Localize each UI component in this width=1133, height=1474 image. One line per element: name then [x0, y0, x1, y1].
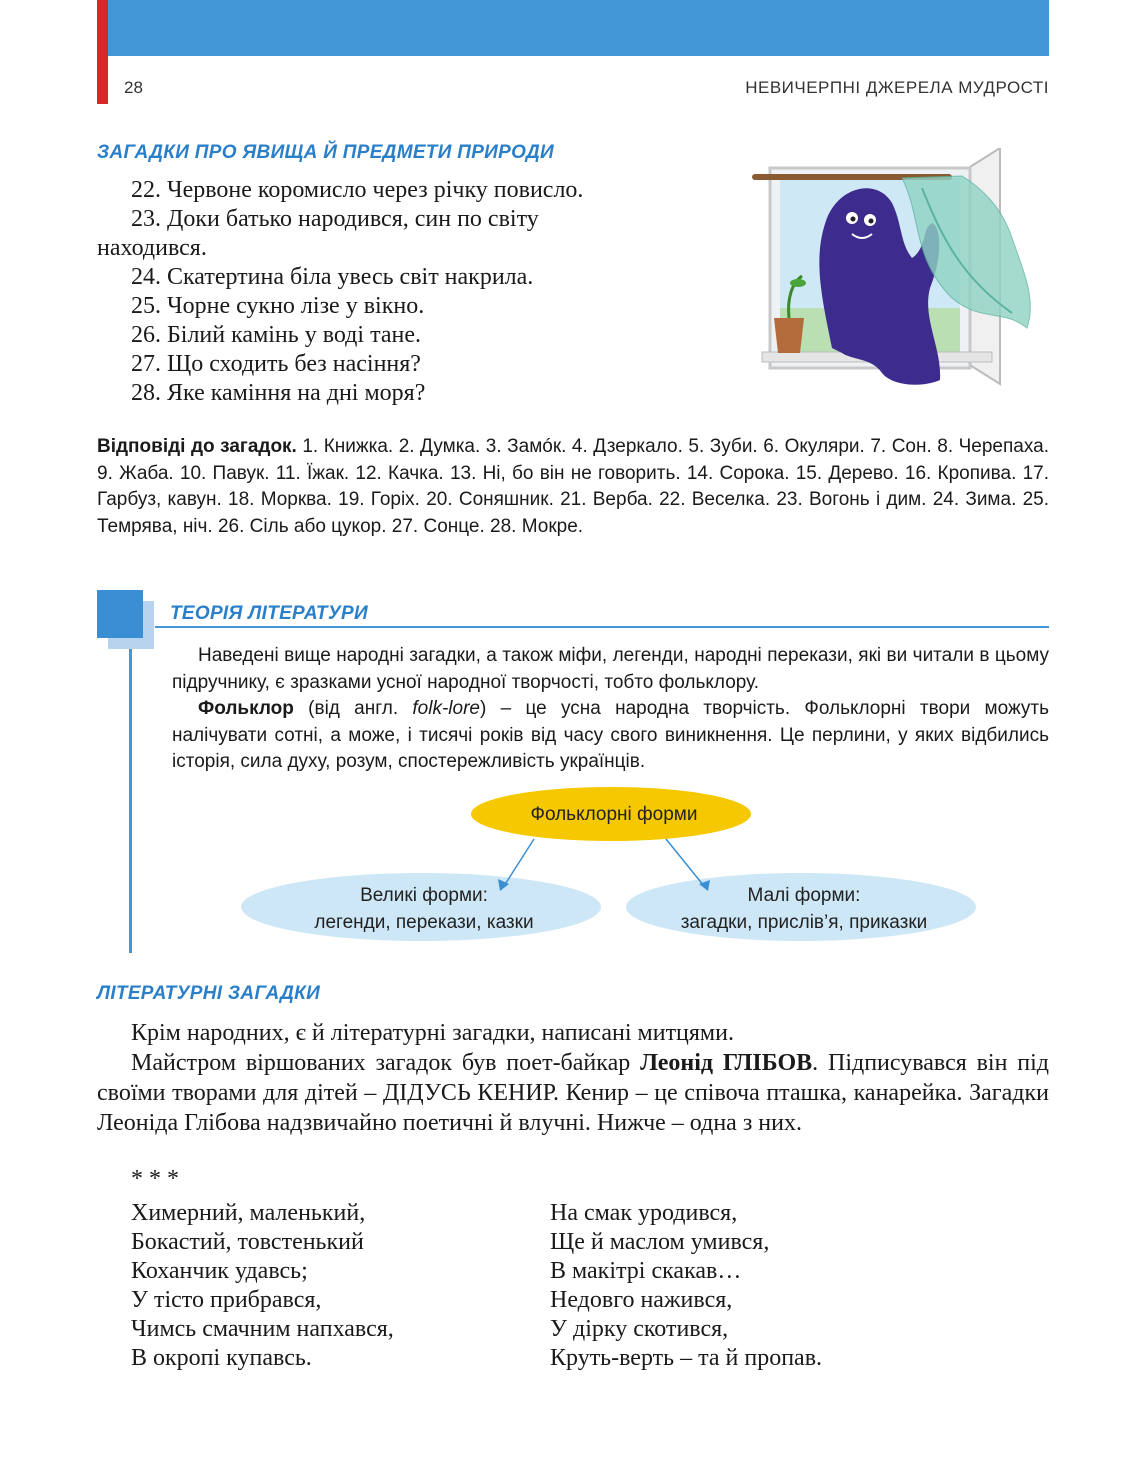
poem-line: В макітрі скакав… — [550, 1258, 742, 1284]
theory-p2-part-a: (від англ. — [293, 698, 413, 719]
root-label: Фольклорні форми — [530, 804, 698, 825]
riddle-22: 22. Червоне коромисло через річку повисло. — [131, 177, 584, 203]
theory-side-rule — [129, 649, 132, 953]
poem-line: Чимсь смачним напхався, — [131, 1316, 394, 1342]
poem-line: На смак уродився, — [550, 1200, 738, 1226]
literary-paragraph-2 — [97, 1048, 1049, 1138]
riddle-25: 25. Чорне сукно лізе у вікно. — [131, 293, 425, 319]
theory-underline — [155, 626, 1049, 628]
poem-left-column — [131, 1199, 394, 1373]
literary-paragraph-1: Крім народних, є й літературні загадки, написані митцями. — [131, 1020, 734, 1046]
riddle-24: 24. Скатертина біла увесь світ накрила. — [131, 264, 534, 290]
arrow-right — [666, 839, 704, 886]
poem-line: У дірку скотився, — [550, 1316, 729, 1342]
red-edge-marker — [97, 0, 108, 104]
lit-p2-part-a: Майстром віршованих загадок був поет-байкар — [131, 1050, 641, 1076]
poem-line: У тісто прибрався, — [131, 1287, 322, 1313]
page-number: 28 — [124, 78, 143, 97]
folklore-forms-diagram — [236, 783, 981, 953]
term-folklore: Фольклор — [198, 698, 294, 719]
window-creature-illustration — [752, 148, 1047, 394]
literary-text — [97, 1018, 1049, 1138]
poem-line: Недовго нажився, — [550, 1287, 733, 1313]
poem-line: Химерний, маленький, — [131, 1200, 366, 1226]
right-label-2: загадки, прислів’я, приказки — [680, 912, 928, 933]
running-title: НЕВИЧЕРПНІ ДЖЕРЕЛА МУДРОСТІ — [745, 78, 1049, 97]
riddle-list — [97, 176, 737, 408]
theory-paragraph-1: Наведені вище народні загадки, а також міфи, легенди, народні перекази, які ви читали в цьому підручнику, є зразками усної народної творчості, тобто фольклору. — [172, 645, 1049, 693]
poem-line: Ще й маслом умився, — [550, 1229, 770, 1255]
right-label-1: Малі форми: — [747, 885, 861, 906]
riddle-28: 28. Яке каміння на дні моря? — [131, 380, 426, 406]
riddle-23: 23. Доки батько народився, син по світу — [131, 206, 539, 232]
poem-line: Бокастий, товстенький — [131, 1229, 364, 1255]
section-title-literary: ЛІТЕРАТУРНІ ЗАГАДКИ — [97, 983, 321, 1004]
riddle-27: 27. Що сходить без насіння? — [131, 351, 421, 377]
section-title-nature: ЗАГАДКИ ПРО ЯВИЩА Й ПРЕДМЕТИ ПРИРОДИ — [97, 142, 554, 163]
riddle-answers — [97, 434, 1049, 540]
theory-text — [172, 643, 1049, 776]
riddle-26: 26. Білий камінь у воді тане. — [131, 322, 421, 348]
theory-p2-part-b: ) – це усна народна творчість. Фольклорні твори можуть налічувати сотні, а може, і тисячі років від часу свого виникнення. Це перлини, у яких відбились історія, сила духу, розум, спостережливість українців. — [172, 698, 1049, 772]
riddle-23-continuation: находився. — [97, 235, 207, 261]
poem-stars: * * * — [131, 1166, 179, 1192]
theory-title: ТЕОРІЯ ЛІТЕРАТУРИ — [170, 603, 368, 624]
poem-line: Коханчик удавсь; — [131, 1258, 308, 1284]
left-label-2: легенди, перекази, казки — [314, 912, 534, 933]
lit-p2-part-b: . Підписувався він під своїми творами для дітей – ДІДУСЬ КЕНИР. Кенир – це співоча пташка, канарейка. Загадки Леоніда Глібова надзвичайно поетичні й влучні. Нижче – одна з них. — [97, 1050, 1050, 1136]
poem-line: В окропі купавсь. — [131, 1345, 312, 1371]
left-label-1: Великі форми: — [360, 885, 488, 906]
author-name: Леонід ГЛІБОВ — [640, 1050, 813, 1076]
answers-label: Відповіді до загадок. — [97, 436, 297, 457]
poem-right-column — [550, 1199, 822, 1373]
answers-text: 1. Книжка. 2. Думка. 3. Замóк. 4. Дзеркало. 5. Зуби. 6. Окуляри. 7. Сон. 8. Черепаха. 9. Жаба. 10. Павук. 11. Їжак. 12. Качка. 13. Ні, бо він не говорить. 14. Сорока. 15. Дерево. 16. Кропива. 17. Гарбуз, кавун. 18. Морква. 19. Горіх. 20. Соняшник. 21. Верба. 22. Веселка. 23. Вогонь і дим. 24. Зима. 25. Темрява, ніч. 26. Сіль або цукор. 27. Сонце. 28. Мокре. — [97, 436, 1049, 537]
folk-lore-term: folk-lore — [412, 698, 480, 719]
top-color-band — [97, 0, 1049, 56]
poem-line: Круть-верть – та й пропав. — [550, 1345, 823, 1371]
theory-paragraph-2 — [172, 696, 1049, 776]
theory-square-dark — [97, 590, 143, 638]
